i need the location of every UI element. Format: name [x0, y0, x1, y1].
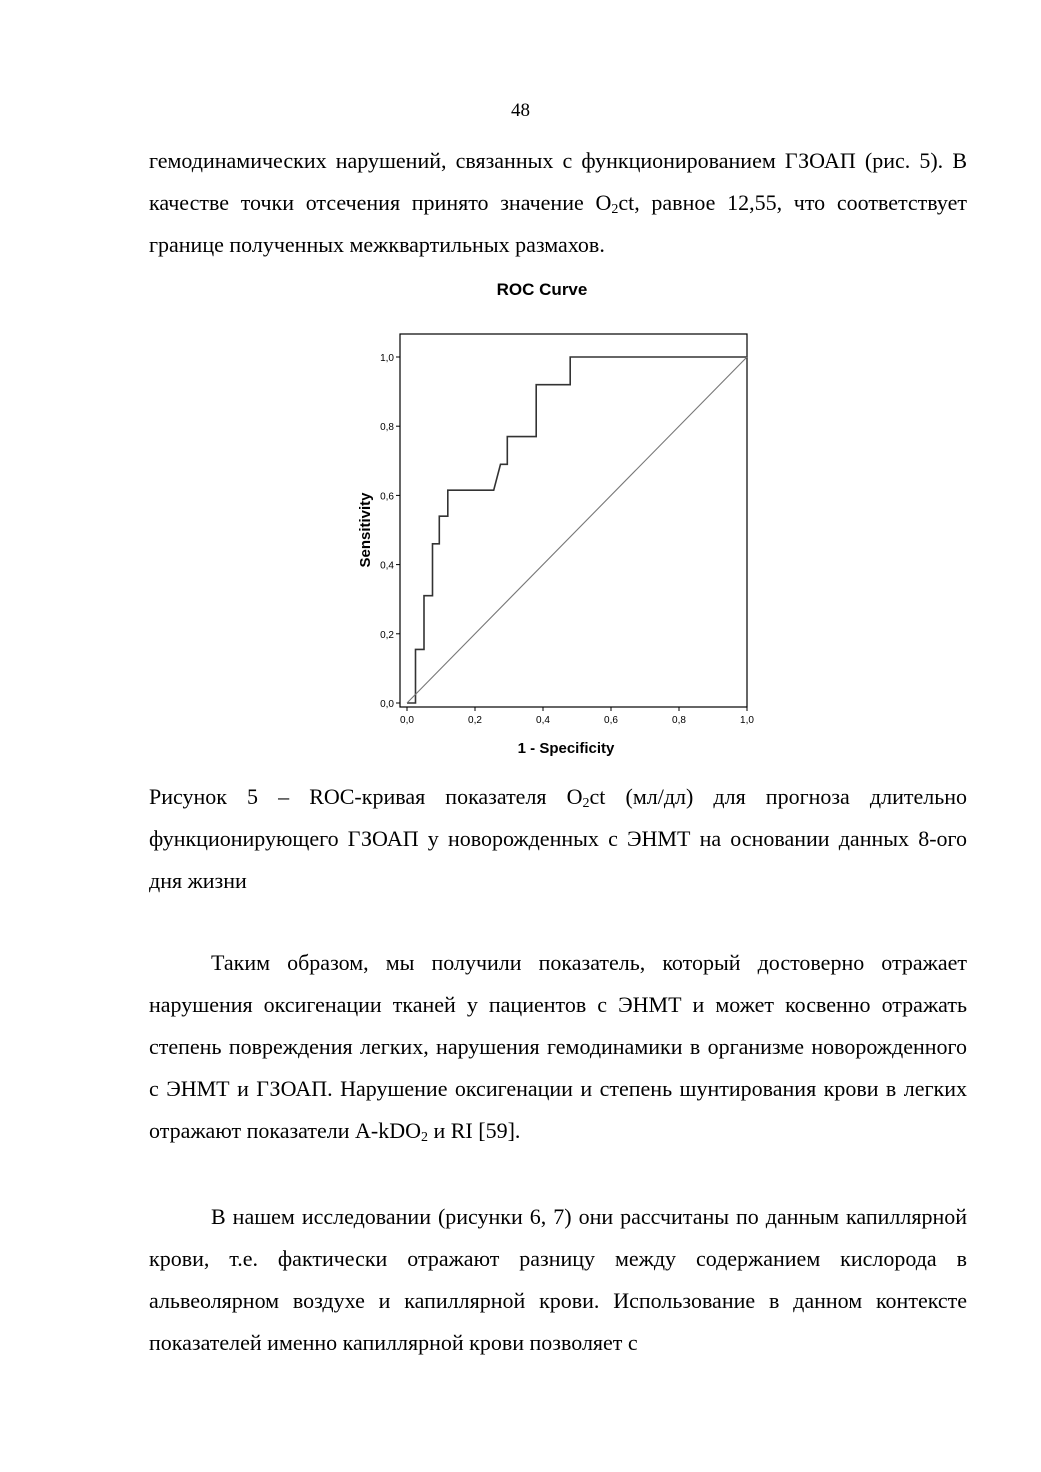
caption-text-a: Рисунок 5 – ROC-кривая показателя O	[149, 784, 583, 809]
paragraph-1-subscript: 2	[611, 202, 619, 217]
paragraph-1-text-a: гемодинамических нарушений, связанных с функционированием ГЗОАП (рис. 5). В качестве точки отсечения принято значение O	[149, 148, 967, 215]
x-axis-title: 1 - Specificity	[517, 740, 615, 757]
paragraph-2	[149, 942, 967, 1152]
y-axis-title: Sensitivity	[357, 492, 374, 568]
page-number: 48	[511, 100, 530, 121]
y-tick-label: 0,4	[380, 560, 394, 572]
paragraph-2-subscript: 2	[420, 1130, 428, 1145]
plot-frame	[400, 334, 747, 707]
y-tick-label: 0,8	[380, 422, 394, 434]
chart-title: ROC Curve	[496, 280, 588, 299]
x-tick-label: 0,6	[604, 715, 618, 726]
reference-diagonal-line	[407, 357, 747, 703]
figure-caption	[149, 776, 967, 902]
caption-subscript: 2	[582, 796, 590, 811]
y-tick-label: 1,0	[380, 353, 394, 364]
paragraph-3: В нашем исследовании (рисунки 6, 7) они рассчитаны по данным капиллярной крови, т.е. фактически отражают разницу между содержанием кислорода в альвеолярном воздухе и капиллярной крови. Использование в данном контексте показателей именно капиллярной крови позволяет с	[149, 1204, 967, 1355]
x-tick-label: 1,0	[740, 715, 754, 726]
x-tick-label: 0,0	[400, 715, 414, 726]
y-tick-label: 0,2	[380, 629, 394, 641]
series-layer	[407, 357, 747, 703]
y-tick-label: 0,0	[380, 699, 394, 710]
paragraph-1	[149, 140, 967, 266]
paragraph-2-text-b: и RI [59].	[427, 1118, 521, 1143]
x-tick-label: 0,8	[672, 715, 686, 726]
roc-chart	[340, 272, 780, 762]
caption-text-b: ct (мл/дл) для прогноза длительно функционирующего ГЗОАП у новорожденных с ЭНМТ на основании данных 8-ого дня жизни	[149, 784, 968, 893]
paragraph-2-text-a: Таким образом, мы получили показатель, который достоверно отражает нарушения оксигенации тканей у пациентов с ЭНМТ и может косвенно отражать степень повреждения легких, нарушения гемодинамики в организме новорожденного с ЭНМТ и ГЗОАП. Нарушение оксигенации и степень шунтирования крови в легких отражают показатели A-kDO	[149, 950, 967, 1143]
x-tick-label: 0,2	[468, 715, 482, 726]
x-tick-label: 0,4	[536, 715, 550, 726]
paragraph-1-text-b: ct, равное 12,55, что соответствует границе полученных межквартильных размахов.	[149, 190, 967, 257]
y-tick-label: 0,6	[380, 491, 394, 503]
